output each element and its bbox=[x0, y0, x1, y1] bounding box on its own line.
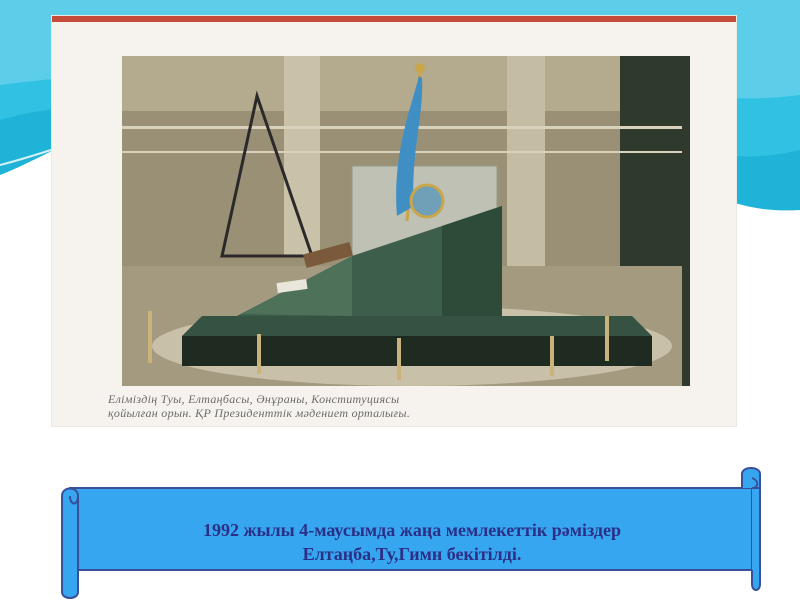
scroll-text-line-2: Елтаңба,Ту,Гимн бекітілді. bbox=[302, 544, 522, 564]
caption-line-1: Еліміздің Туы, Елтаңбасы, Әнұраны, Конституциясы bbox=[108, 392, 400, 406]
photo-caption bbox=[108, 392, 688, 420]
photo-top-stripe bbox=[52, 16, 736, 22]
monument-photo bbox=[52, 16, 736, 426]
scroll-text-line-1: 1992 жылы 4-маусымда жаңа мемлекеттік рәміздер bbox=[202, 520, 622, 540]
photo-scene bbox=[52, 16, 736, 426]
scroll-text bbox=[92, 518, 732, 566]
caption-line-2: қойылған орын. ҚР Президенттік мәдениет орталығы. bbox=[108, 406, 411, 420]
